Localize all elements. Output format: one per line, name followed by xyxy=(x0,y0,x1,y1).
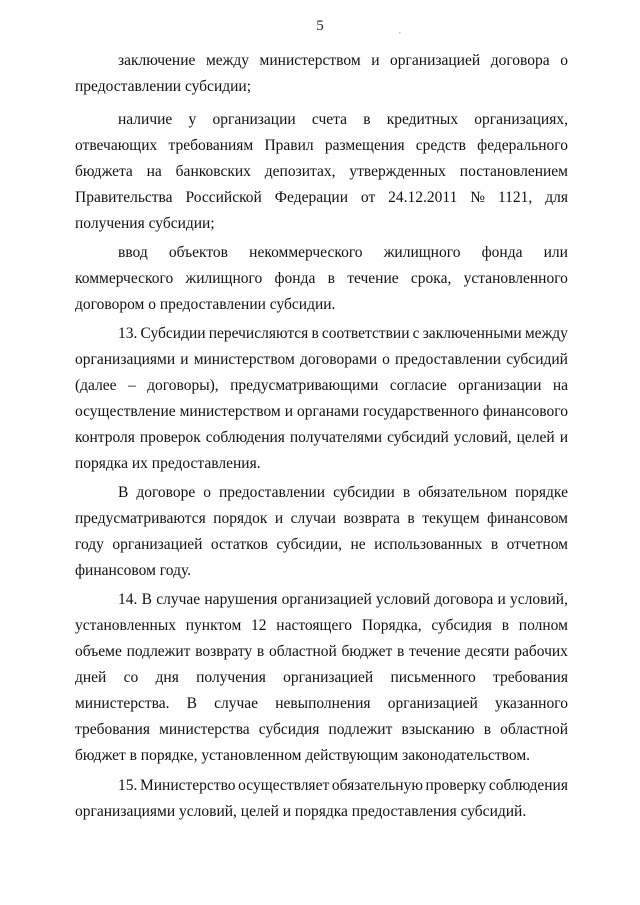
word: остатков xyxy=(210,536,268,553)
word: отчетном xyxy=(506,536,568,553)
text-line xyxy=(118,773,568,799)
word: областной xyxy=(268,643,337,660)
word: с xyxy=(412,325,420,342)
text-line xyxy=(75,159,568,185)
word: министерством xyxy=(259,52,361,69)
word: от xyxy=(360,189,376,206)
text-line xyxy=(75,133,568,159)
word: государственного xyxy=(362,403,479,420)
word: отвечающих xyxy=(75,137,158,154)
word: течение xyxy=(347,270,399,287)
text-line: порядка их предоставления. xyxy=(75,455,261,472)
word: Министерство xyxy=(139,777,236,794)
text-line xyxy=(75,691,568,717)
word: В xyxy=(141,591,152,608)
word: о xyxy=(560,52,568,69)
word: в xyxy=(363,111,371,128)
word: десяти xyxy=(465,643,510,660)
text-line xyxy=(75,425,568,451)
word: Субсидии xyxy=(140,325,206,342)
word: на xyxy=(146,163,162,180)
word: в xyxy=(327,270,335,287)
word: осуществляет xyxy=(238,777,330,794)
word: подлежит xyxy=(328,721,393,738)
word: В xyxy=(186,695,197,712)
word: течение xyxy=(409,643,461,660)
word: обязательную xyxy=(331,777,423,794)
word: счета xyxy=(311,111,347,128)
word: и xyxy=(274,510,284,527)
word: условий xyxy=(376,591,431,608)
word: жилищного xyxy=(383,244,461,261)
word: организациями xyxy=(75,351,176,368)
text-line xyxy=(75,665,568,691)
word: на xyxy=(552,377,568,394)
word: органами xyxy=(296,403,359,420)
word: министерства. xyxy=(75,695,170,712)
word: в xyxy=(256,643,265,660)
word: требования xyxy=(75,721,150,738)
word: 14. xyxy=(118,591,138,608)
word: заключение xyxy=(118,52,196,69)
word: министерством xyxy=(193,351,295,368)
word: жилищного xyxy=(185,270,263,287)
word: Федерации xyxy=(274,189,348,206)
word: осуществление xyxy=(75,403,176,420)
word: случае xyxy=(214,695,259,712)
word: или xyxy=(543,244,568,261)
word: дня xyxy=(155,669,179,686)
word: целей xyxy=(516,429,555,446)
text-line: предоставлении субсидии; xyxy=(75,78,252,95)
word: субсидии xyxy=(333,484,395,501)
word: субсидия xyxy=(431,617,492,634)
word: Правительства xyxy=(75,189,173,206)
word: договора xyxy=(490,52,550,69)
word: возврату xyxy=(195,643,253,660)
word: возврата xyxy=(343,510,400,527)
word: рабочих xyxy=(514,643,568,660)
text-line: финансовом году. xyxy=(75,562,192,579)
word: банковских xyxy=(175,163,251,180)
word: постановлением xyxy=(459,163,568,180)
word: фонда xyxy=(481,244,523,261)
text-line: договором о предоставлении субсидии. xyxy=(75,296,336,313)
text-line xyxy=(75,532,568,558)
text-line xyxy=(75,717,568,743)
word: договоры), xyxy=(147,377,219,394)
word: использованных xyxy=(374,536,483,553)
word: субсидий xyxy=(387,429,449,446)
word: 12 xyxy=(251,617,267,634)
word: субсидии, xyxy=(276,536,343,553)
word: предоставлении xyxy=(395,351,502,368)
word: о xyxy=(203,484,212,501)
word: порядок xyxy=(213,510,268,527)
text-line: бюджет в порядке, установленном действующим законодательством. xyxy=(75,747,531,764)
word: в xyxy=(501,617,510,634)
word: срока, xyxy=(410,270,452,287)
word: федерального xyxy=(477,137,568,154)
word: нарушения xyxy=(204,591,278,608)
word: заключенными xyxy=(422,325,522,342)
word: 15. xyxy=(118,777,138,794)
word: для xyxy=(545,189,568,206)
text-line xyxy=(118,321,568,347)
word: между xyxy=(205,52,249,69)
word: бюджета xyxy=(75,163,133,180)
word: субсидия xyxy=(258,721,320,738)
word: в xyxy=(483,721,492,738)
word: требованиям xyxy=(168,137,254,154)
word: фонда xyxy=(274,270,316,287)
word: – xyxy=(127,377,136,394)
word: областной xyxy=(500,721,568,738)
word: в xyxy=(397,643,405,660)
text-line xyxy=(75,373,568,399)
text-line: получения субсидии; xyxy=(75,215,215,232)
word: в xyxy=(311,325,319,342)
word: установленного xyxy=(463,270,568,287)
word: о xyxy=(382,351,390,368)
text-line xyxy=(118,48,568,74)
word: 13. xyxy=(118,325,138,342)
word: размещения xyxy=(324,137,405,154)
word: требования xyxy=(493,669,568,686)
word: случае xyxy=(156,591,201,608)
word: и xyxy=(371,52,380,69)
word: невыполнения xyxy=(275,695,371,712)
word: договора xyxy=(434,591,494,608)
scan-speck: , xyxy=(399,27,401,35)
text-line xyxy=(75,506,568,532)
word: субсидий xyxy=(506,351,568,368)
word: финансовом xyxy=(487,510,568,527)
word: году xyxy=(75,536,104,553)
word: в xyxy=(402,484,411,501)
word: организацией xyxy=(281,591,372,608)
page-number: 5 xyxy=(316,18,324,34)
word: объектов xyxy=(168,244,228,261)
word: министерством xyxy=(179,403,281,420)
word: Порядка, xyxy=(361,617,422,634)
word: коммерческого xyxy=(75,270,174,287)
word: получения xyxy=(196,669,266,686)
word: условий, xyxy=(453,429,512,446)
word: ввод xyxy=(118,244,148,261)
text-line: организациями условий, целей и порядка предоставления субсидий. xyxy=(75,803,527,820)
word: и xyxy=(497,591,506,608)
word: и xyxy=(559,429,568,446)
word: кредитных xyxy=(386,111,459,128)
word: соблюдения xyxy=(205,429,285,446)
word: № xyxy=(470,189,486,206)
word: организацией xyxy=(283,669,374,686)
word: у xyxy=(188,111,197,128)
word: 24.12.2011 xyxy=(388,189,458,206)
text-line xyxy=(75,639,568,665)
word: предусматривающими xyxy=(230,377,379,394)
word: утвержденных xyxy=(349,163,446,180)
word: не xyxy=(350,536,366,553)
word: соответствии xyxy=(321,325,410,342)
word: предоставлении xyxy=(219,484,326,501)
word: организацией xyxy=(112,536,203,553)
word: организациях, xyxy=(474,111,568,128)
text-line xyxy=(118,480,568,506)
word: контроля xyxy=(75,429,135,446)
word: договорами xyxy=(299,351,377,368)
word: объеме xyxy=(75,643,122,660)
word: (далее xyxy=(75,377,117,394)
word: установленных xyxy=(75,617,176,634)
word: между xyxy=(524,325,568,342)
word: и xyxy=(180,351,189,368)
word: и xyxy=(284,403,293,420)
word: пунктом xyxy=(185,617,242,634)
word: настоящего xyxy=(276,617,353,634)
word: порядке xyxy=(515,484,568,501)
word: проверку xyxy=(425,777,487,794)
word: указанного xyxy=(494,695,568,712)
word: Правил xyxy=(264,137,314,154)
word: письменного xyxy=(390,669,476,686)
text-line xyxy=(75,185,568,211)
word: депозитах, xyxy=(264,163,336,180)
word: некоммерческого xyxy=(249,244,363,261)
word: соблюдения xyxy=(488,777,568,794)
word: В xyxy=(118,484,129,501)
text-line xyxy=(118,587,568,613)
text-line xyxy=(75,347,568,373)
word: 1121, xyxy=(497,189,533,206)
word: организации xyxy=(458,377,542,394)
word: Российской xyxy=(185,189,262,206)
word: со xyxy=(123,669,139,686)
word: бюджет xyxy=(341,643,393,660)
text-line xyxy=(75,399,568,425)
word: полном xyxy=(518,617,568,634)
word: взысканию xyxy=(401,721,475,738)
word: в xyxy=(407,510,415,527)
word: организацией xyxy=(387,695,478,712)
word: средств xyxy=(415,137,466,154)
word: текущем xyxy=(422,510,480,527)
text-line xyxy=(118,107,568,133)
word: в xyxy=(490,536,499,553)
word: обязательном xyxy=(418,484,508,501)
word: случаи xyxy=(290,510,336,527)
word: организации xyxy=(212,111,296,128)
word: дней xyxy=(75,669,107,686)
text-line xyxy=(75,613,568,639)
word: организацией xyxy=(390,52,481,69)
text-line xyxy=(118,240,568,266)
word: финансового xyxy=(482,403,568,420)
word: министерства xyxy=(159,721,250,738)
text-line xyxy=(75,266,568,292)
word: перечисляются xyxy=(208,325,309,342)
word: согласие xyxy=(389,377,447,394)
word: наличие xyxy=(118,111,173,128)
word: получателями xyxy=(289,429,383,446)
word: договоре xyxy=(136,484,196,501)
word: проверок xyxy=(139,429,201,446)
word: подлежит xyxy=(126,643,191,660)
word: условий, xyxy=(510,591,568,608)
word: предусматриваются xyxy=(75,510,206,527)
